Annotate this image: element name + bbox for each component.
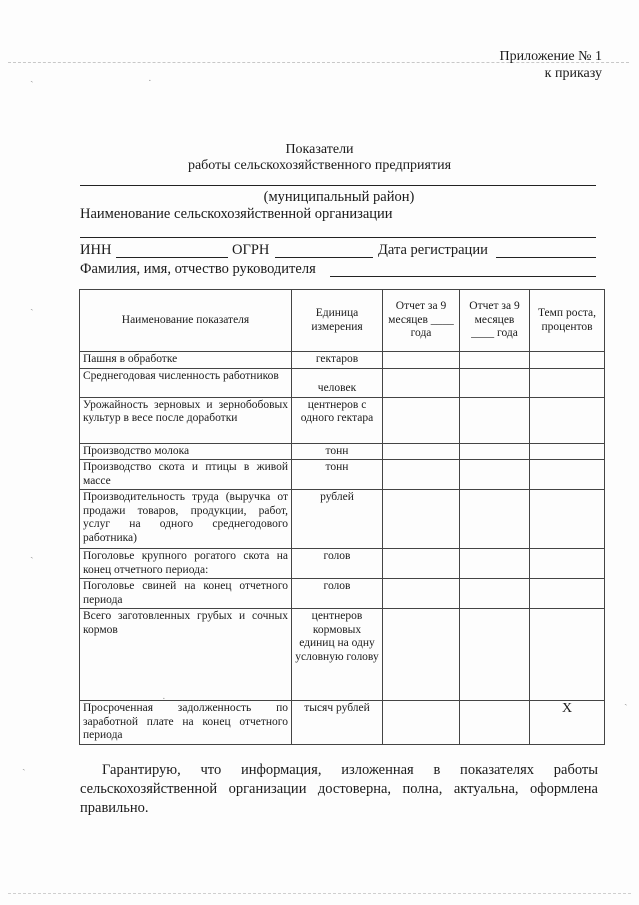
appendix-order: к приказу: [544, 66, 602, 81]
row-unit: тысяч рублей: [292, 701, 383, 745]
header-report-9m-second: Отчет за 9 месяцев ____ года: [460, 290, 530, 352]
row-value-second: [460, 443, 530, 460]
row-value-second: [460, 609, 530, 701]
row-indicator: Поголовье крупного рогатого скота на конец отчетного периода:: [80, 549, 292, 579]
row-indicator: Среднегодовая численность работников: [80, 368, 292, 397]
org-name-blank-line: [80, 237, 596, 238]
table-row: [80, 579, 605, 609]
row-value-second: [460, 460, 530, 490]
row-growth: [530, 397, 605, 443]
table-row: [80, 701, 605, 745]
guarantee-statement: Гарантирую, что информация, изложенная в показателях работы сельскохозяйственной организации достоверна, полна, актуальна, оформлена правильно.: [80, 762, 598, 816]
row-growth: [530, 549, 605, 579]
row-unit: голов: [292, 549, 383, 579]
document-subtitle: работы сельскохозяйственного предприятия: [187, 158, 452, 173]
row-value-second: [460, 490, 530, 549]
head-name-label: Фамилия, имя, отчество руководителя: [80, 261, 316, 277]
row-indicator: Производительность труда (выручка от продажи товаров, продукции, работ, услуг на одного среднегодового работника): [80, 490, 292, 549]
row-value-second: [460, 352, 530, 369]
row-value-first: [383, 701, 460, 745]
row-indicator: Просроченная задолженность по заработной плате на конец отчетного периода: [80, 701, 292, 745]
row-value-first: [383, 352, 460, 369]
document-title: Показатели: [285, 142, 354, 157]
row-unit: тонн: [292, 460, 383, 490]
district-caption: (муниципальный район): [263, 189, 415, 205]
row-unit: голов: [292, 579, 383, 609]
row-unit: центнеров с одного гектара: [292, 397, 383, 443]
row-growth: [530, 368, 605, 397]
district-blank-line: [80, 185, 596, 186]
row-indicator: Производство скота и птицы в живой массе: [80, 460, 292, 490]
row-value-second: [460, 397, 530, 443]
row-indicator: Поголовье свиней на конец отчетного периода: [80, 579, 292, 609]
row-unit: человек: [292, 368, 383, 397]
row-value-first: [383, 397, 460, 443]
table-row: [80, 368, 605, 397]
row-value-first: [383, 443, 460, 460]
row-growth: [530, 490, 605, 549]
row-growth: [530, 352, 605, 369]
ogrn-label: ОГРН: [232, 242, 270, 258]
scan-speck: ˏ: [30, 547, 34, 559]
row-indicator: Пашня в обработке: [80, 352, 292, 369]
row-growth: [530, 460, 605, 490]
appendix-number: Приложение № 1: [499, 49, 602, 64]
scan-speck: ˏ: [624, 694, 628, 706]
header-growth-rate: Темп роста, процентов: [530, 290, 605, 352]
table-row: [80, 549, 605, 579]
table-row: [80, 352, 605, 369]
table-row: [80, 490, 605, 549]
row-value-second: [460, 701, 530, 745]
row-growth: [530, 579, 605, 609]
scan-dotted-line-bottom: [8, 893, 631, 894]
row-indicator: Всего заготовленных грубых и сочных кормов: [80, 609, 292, 701]
indicators-table: [79, 289, 605, 745]
table-row: [80, 460, 605, 490]
row-value-second: [460, 579, 530, 609]
row-value-second: [460, 368, 530, 397]
header-indicator: Наименование показателя: [80, 290, 292, 352]
reg-date-blank-line: [496, 257, 596, 258]
row-indicator: Урожайность зерновых и зернобобовых культур в весе после доработки: [80, 397, 292, 443]
row-indicator: Производство молока: [80, 443, 292, 460]
reg-date-label: Дата регистрации: [378, 242, 488, 258]
header-report-9m-first: Отчет за 9 месяцев ____ года: [383, 290, 460, 352]
inn-label: ИНН: [80, 242, 112, 258]
scan-speck: ˏ: [30, 299, 34, 311]
row-value-first: [383, 368, 460, 397]
header-unit: Единица измерения: [292, 290, 383, 352]
ogrn-blank-line: [275, 257, 373, 258]
scan-speck: ·: [148, 75, 152, 87]
row-unit: тонн: [292, 443, 383, 460]
row-value-first: [383, 549, 460, 579]
row-value-first: [383, 609, 460, 701]
table-row: [80, 397, 605, 443]
row-growth: Х: [530, 701, 605, 745]
table-row: [80, 443, 605, 460]
appendix-note: [500, 48, 603, 82]
scan-speck: ˏ: [30, 71, 34, 83]
row-growth: [530, 609, 605, 701]
table-header-row: [80, 290, 605, 352]
scan-speck: ·: [162, 693, 166, 705]
row-value-first: [383, 490, 460, 549]
row-value-first: [383, 579, 460, 609]
row-value-first: [383, 460, 460, 490]
table-row: [80, 609, 605, 701]
head-name-blank-line: [330, 276, 596, 277]
org-name-label: Наименование сельскохозяйственной организации: [80, 206, 393, 222]
scan-speck: ˏ: [22, 759, 26, 771]
row-unit: гектаров: [292, 352, 383, 369]
row-unit: центнеров кормовых единиц на одну условную голову: [292, 609, 383, 701]
inn-blank-line: [116, 257, 228, 258]
row-value-second: [460, 549, 530, 579]
row-unit: рублей: [292, 490, 383, 549]
row-growth: [530, 443, 605, 460]
